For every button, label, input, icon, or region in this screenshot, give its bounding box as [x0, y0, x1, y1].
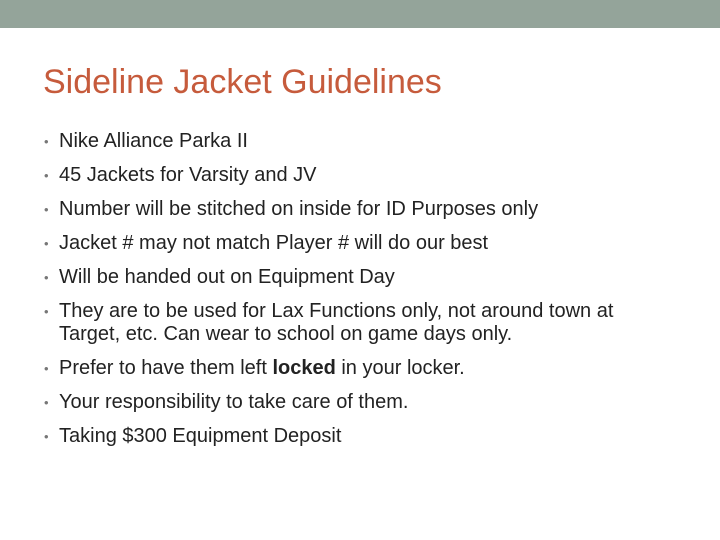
bullet-list: [44, 130, 684, 459]
bullet-text-before: Prefer to have them left: [59, 357, 273, 379]
bullet-dot-icon: •: [44, 395, 49, 410]
bullet-text: Number will be stitched on inside for ID Purposes only: [59, 198, 539, 220]
bullet-item: [44, 130, 684, 153]
bullet-item: [44, 300, 659, 346]
bullet-dot-icon: •: [44, 429, 49, 444]
slide-title: Sideline Jacket Guidelines: [43, 63, 442, 101]
bullet-text: Nike Alliance Parka II: [59, 130, 248, 152]
bullet-item: [44, 357, 684, 380]
bullet-dot-icon: •: [44, 304, 49, 319]
bullet-dot-icon: •: [44, 361, 49, 376]
bullet-item: [44, 425, 684, 448]
bullet-dot-icon: •: [44, 134, 49, 149]
bullet-item: [44, 232, 684, 255]
bullet-item: [44, 266, 684, 289]
bullet-item: [44, 391, 684, 414]
bullet-text: Jacket # may not match Player # will do our best: [59, 232, 489, 254]
bullet-dot-icon: •: [44, 270, 49, 285]
bullet-dot-icon: •: [44, 168, 49, 183]
bullet-item: [44, 198, 684, 221]
top-accent-bar: [0, 0, 720, 28]
bullet-text: Will be handed out on Equipment Day: [59, 266, 395, 288]
bullet-dot-icon: •: [44, 236, 49, 251]
bullet-text-bold: locked: [272, 357, 336, 379]
bullet-text: Your responsibility to take care of them.: [59, 391, 409, 413]
bullet-text: 45 Jackets for Varsity and JV: [59, 164, 317, 186]
bullet-item: [44, 164, 684, 187]
bullet-text: They are to be used for Lax Functions only, not around town at Target, etc. Can wear to school on game days only.: [59, 300, 614, 345]
bullet-text: Taking $300 Equipment Deposit: [59, 425, 342, 447]
bullet-dot-icon: •: [44, 202, 49, 217]
bullet-text-after: in your locker.: [335, 357, 465, 379]
